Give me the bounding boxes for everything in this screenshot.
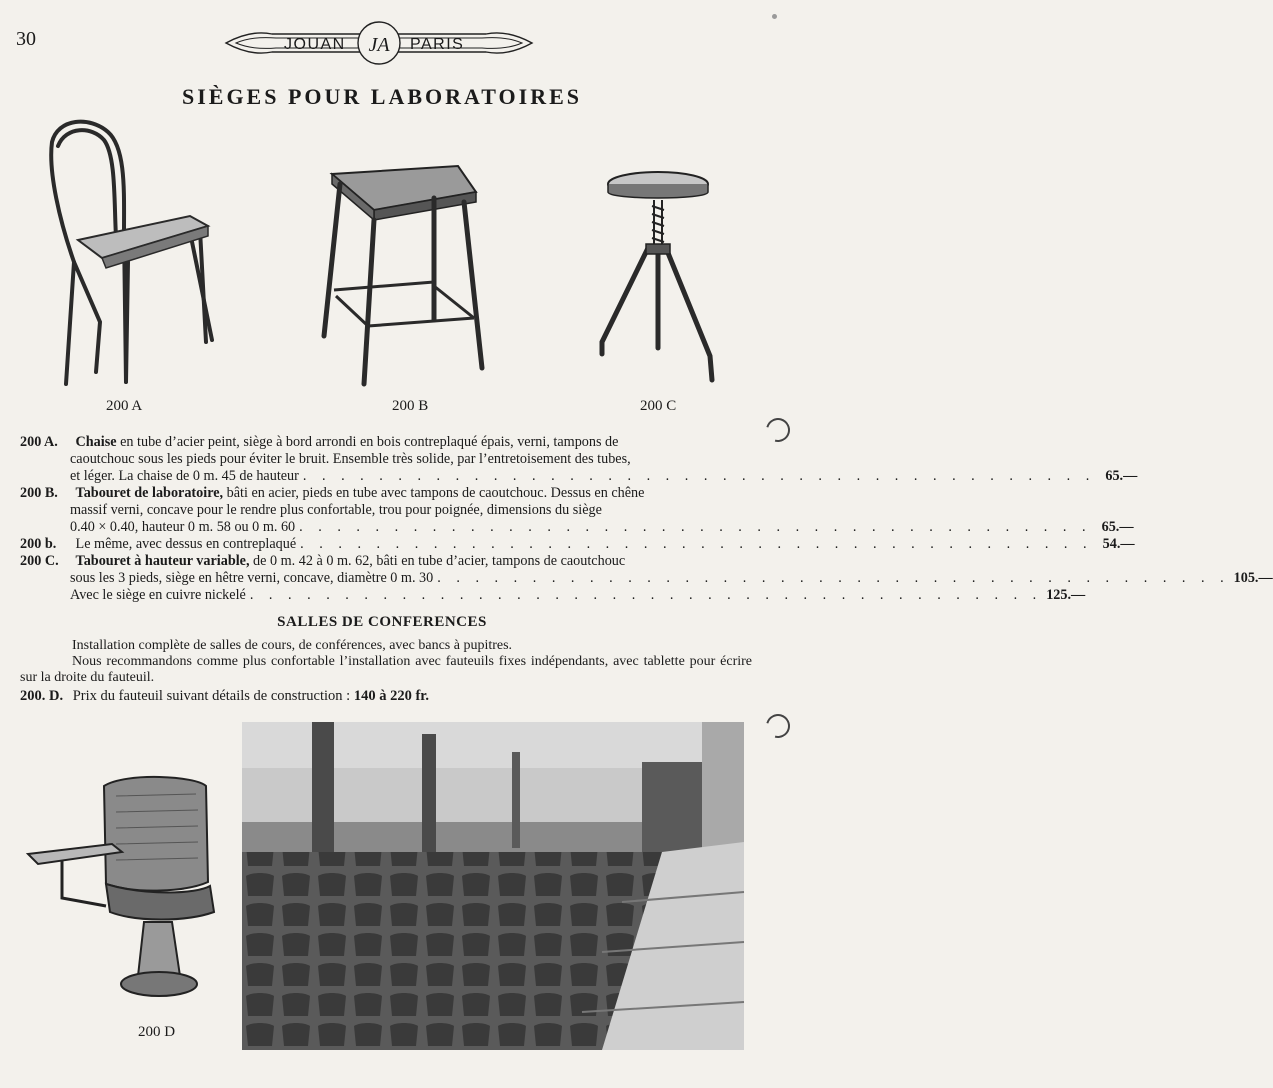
price-line <box>20 688 429 705</box>
entry-code: 200 C. <box>20 553 59 569</box>
caption-200c: 200 C <box>640 398 677 414</box>
entry-text: 0.40 × 0.40, hauteur 0 m. 58 ou 0 m. 60 <box>70 519 296 535</box>
punch-hole <box>762 414 795 447</box>
entry-title: Chaise <box>75 434 117 450</box>
entry-code: 200 A. <box>20 434 58 450</box>
lecture-hall-scene <box>242 722 744 1050</box>
caption-200a: 200 A <box>106 398 143 414</box>
page-title: SIÈGES POUR LABORATOIRES <box>181 84 583 109</box>
armchair-200d-illustration <box>26 772 238 1006</box>
stool-200c-illustration <box>588 166 728 392</box>
intro-paragraph: Installation complète de salles de cours, de conférences, avec bancs à pupitres. <box>72 638 513 653</box>
chair-200a-illustration <box>40 112 230 392</box>
entry-text: Avec le siège en cuivre nickelé <box>70 587 246 603</box>
entry-text: sous les 3 pieds, siège en hêtre verni, concave, diamètre 0 m. 30 <box>70 570 434 586</box>
entry-title: Tabouret à hauteur variable, <box>75 553 250 569</box>
entry-text: Le même, avec dessus en contreplaqué <box>75 536 297 552</box>
brand-monogram: JA <box>368 34 390 56</box>
entry-200c: 200 C. Tabouret à hauteur variable, de 0 m. 42 à 0 m. 62, bâti en tube d’acier, tampons de caoutchouc sous les 3 pieds, siège en hêtre verni, concave, diamètre 0 m. 30 . . . . . . . . . . . . . . . . . . . . . . . . . . . . . . . . . . . . . . . . . . 105.— Avec le siège en cuivre nickelé . . . . . . . . . . . . . . . . . . . . . . . . . . . . . . . . . . . . . . . . . . 125.— <box>20 553 1273 603</box>
entry-price: 65.— <box>1105 468 1138 484</box>
entry-price: 54.— <box>1102 536 1135 552</box>
entry-title: Tabouret de laboratoire, <box>75 485 224 501</box>
entry-code: 200 b. <box>20 536 57 552</box>
entry-price: 125.— <box>1046 587 1086 603</box>
entry-price: 105.— <box>1233 570 1273 586</box>
speck <box>772 14 777 19</box>
section-intro <box>20 638 752 686</box>
entry-200b: 200 B. Tabouret de laboratoire, bâti en acier, pieds en tube avec tampons de caoutchouc. Dessus en chêne massif verni, concave pour le rendre plus confortable, trou pour poignée, dimensions du siège 0.40 × 0.40, hauteur 0 m. 58 ou 0 m. 60 . . . . . . . . . . . . . . . . . . . . . . . . . . . . . . . . . . . . . . . . . . 65.— <box>20 485 1134 535</box>
brand-left: JOUAN <box>284 36 346 53</box>
price-range: 140 à 220 fr. <box>353 688 430 704</box>
entry-text: caoutchouc sous les pieds pour éviter le bruit. Ensemble très solide, par l’entretoisement des tubes, <box>70 451 631 467</box>
entry-price: 65.— <box>1101 519 1134 535</box>
entry-text: et léger. La chaise de 0 m. 45 de hauteur <box>70 468 299 484</box>
entry-text: bâti en acier, pieds en tube avec tampons de caoutchouc. Dessus en chêne <box>226 485 645 501</box>
punch-hole <box>762 710 795 743</box>
caption-200b: 200 B <box>392 398 429 414</box>
intro-paragraph: Nous recommandons comme plus confortable l’installation avec fauteuils fixes indépendants, avec tablette pour écrire sur la droite du fauteuil. <box>20 654 752 685</box>
entry-code: 200. D. <box>20 688 64 704</box>
entry-text: en tube d’acier peint, siège à bord arrondi en bois contreplaqué épais, verni, tampons de <box>120 434 619 450</box>
lecture-hall-photo <box>242 722 744 1050</box>
caption-200d: 200 D <box>138 1024 176 1040</box>
page-number: 30 <box>16 28 36 50</box>
entry-200a: 200 A. Chaise en tube d’acier peint, siège à bord arrondi en bois contreplaqué épais, verni, tampons de caoutchouc sous les pieds pour éviter le bruit. Ensemble très solide, par l’entretoisement des tubes, et léger. La chaise de 0 m. 45 de hauteur . . . . . . . . . . . . . . . . . . . . . . . . . . . . . . . . . . . . . . . . . . 65.— <box>20 434 1138 484</box>
stool-200b-illustration <box>316 158 500 392</box>
entry-200b-variant: 200 b. Le même, avec dessus en contreplaqué . . . . . . . . . . . . . . . . . . . . . . . . . . . . . . . . . . . . . . . . . . 54.— <box>20 536 1135 552</box>
brand-header <box>226 20 532 66</box>
catalogue-entries <box>20 434 1273 604</box>
price-text: Prix du fauteuil suivant détails de construction : <box>72 688 351 704</box>
entry-text: massif verni, concave pour le rendre plus confortable, trou pour poignée, dimensions du siège <box>70 502 602 518</box>
entry-text: de 0 m. 42 à 0 m. 62, bâti en tube d’acier, tampons de caoutchouc <box>253 553 626 569</box>
brand-right: PARIS <box>410 36 465 53</box>
section-title: SALLES DE CONFERENCES <box>277 614 487 630</box>
entry-code: 200 B. <box>20 485 58 501</box>
